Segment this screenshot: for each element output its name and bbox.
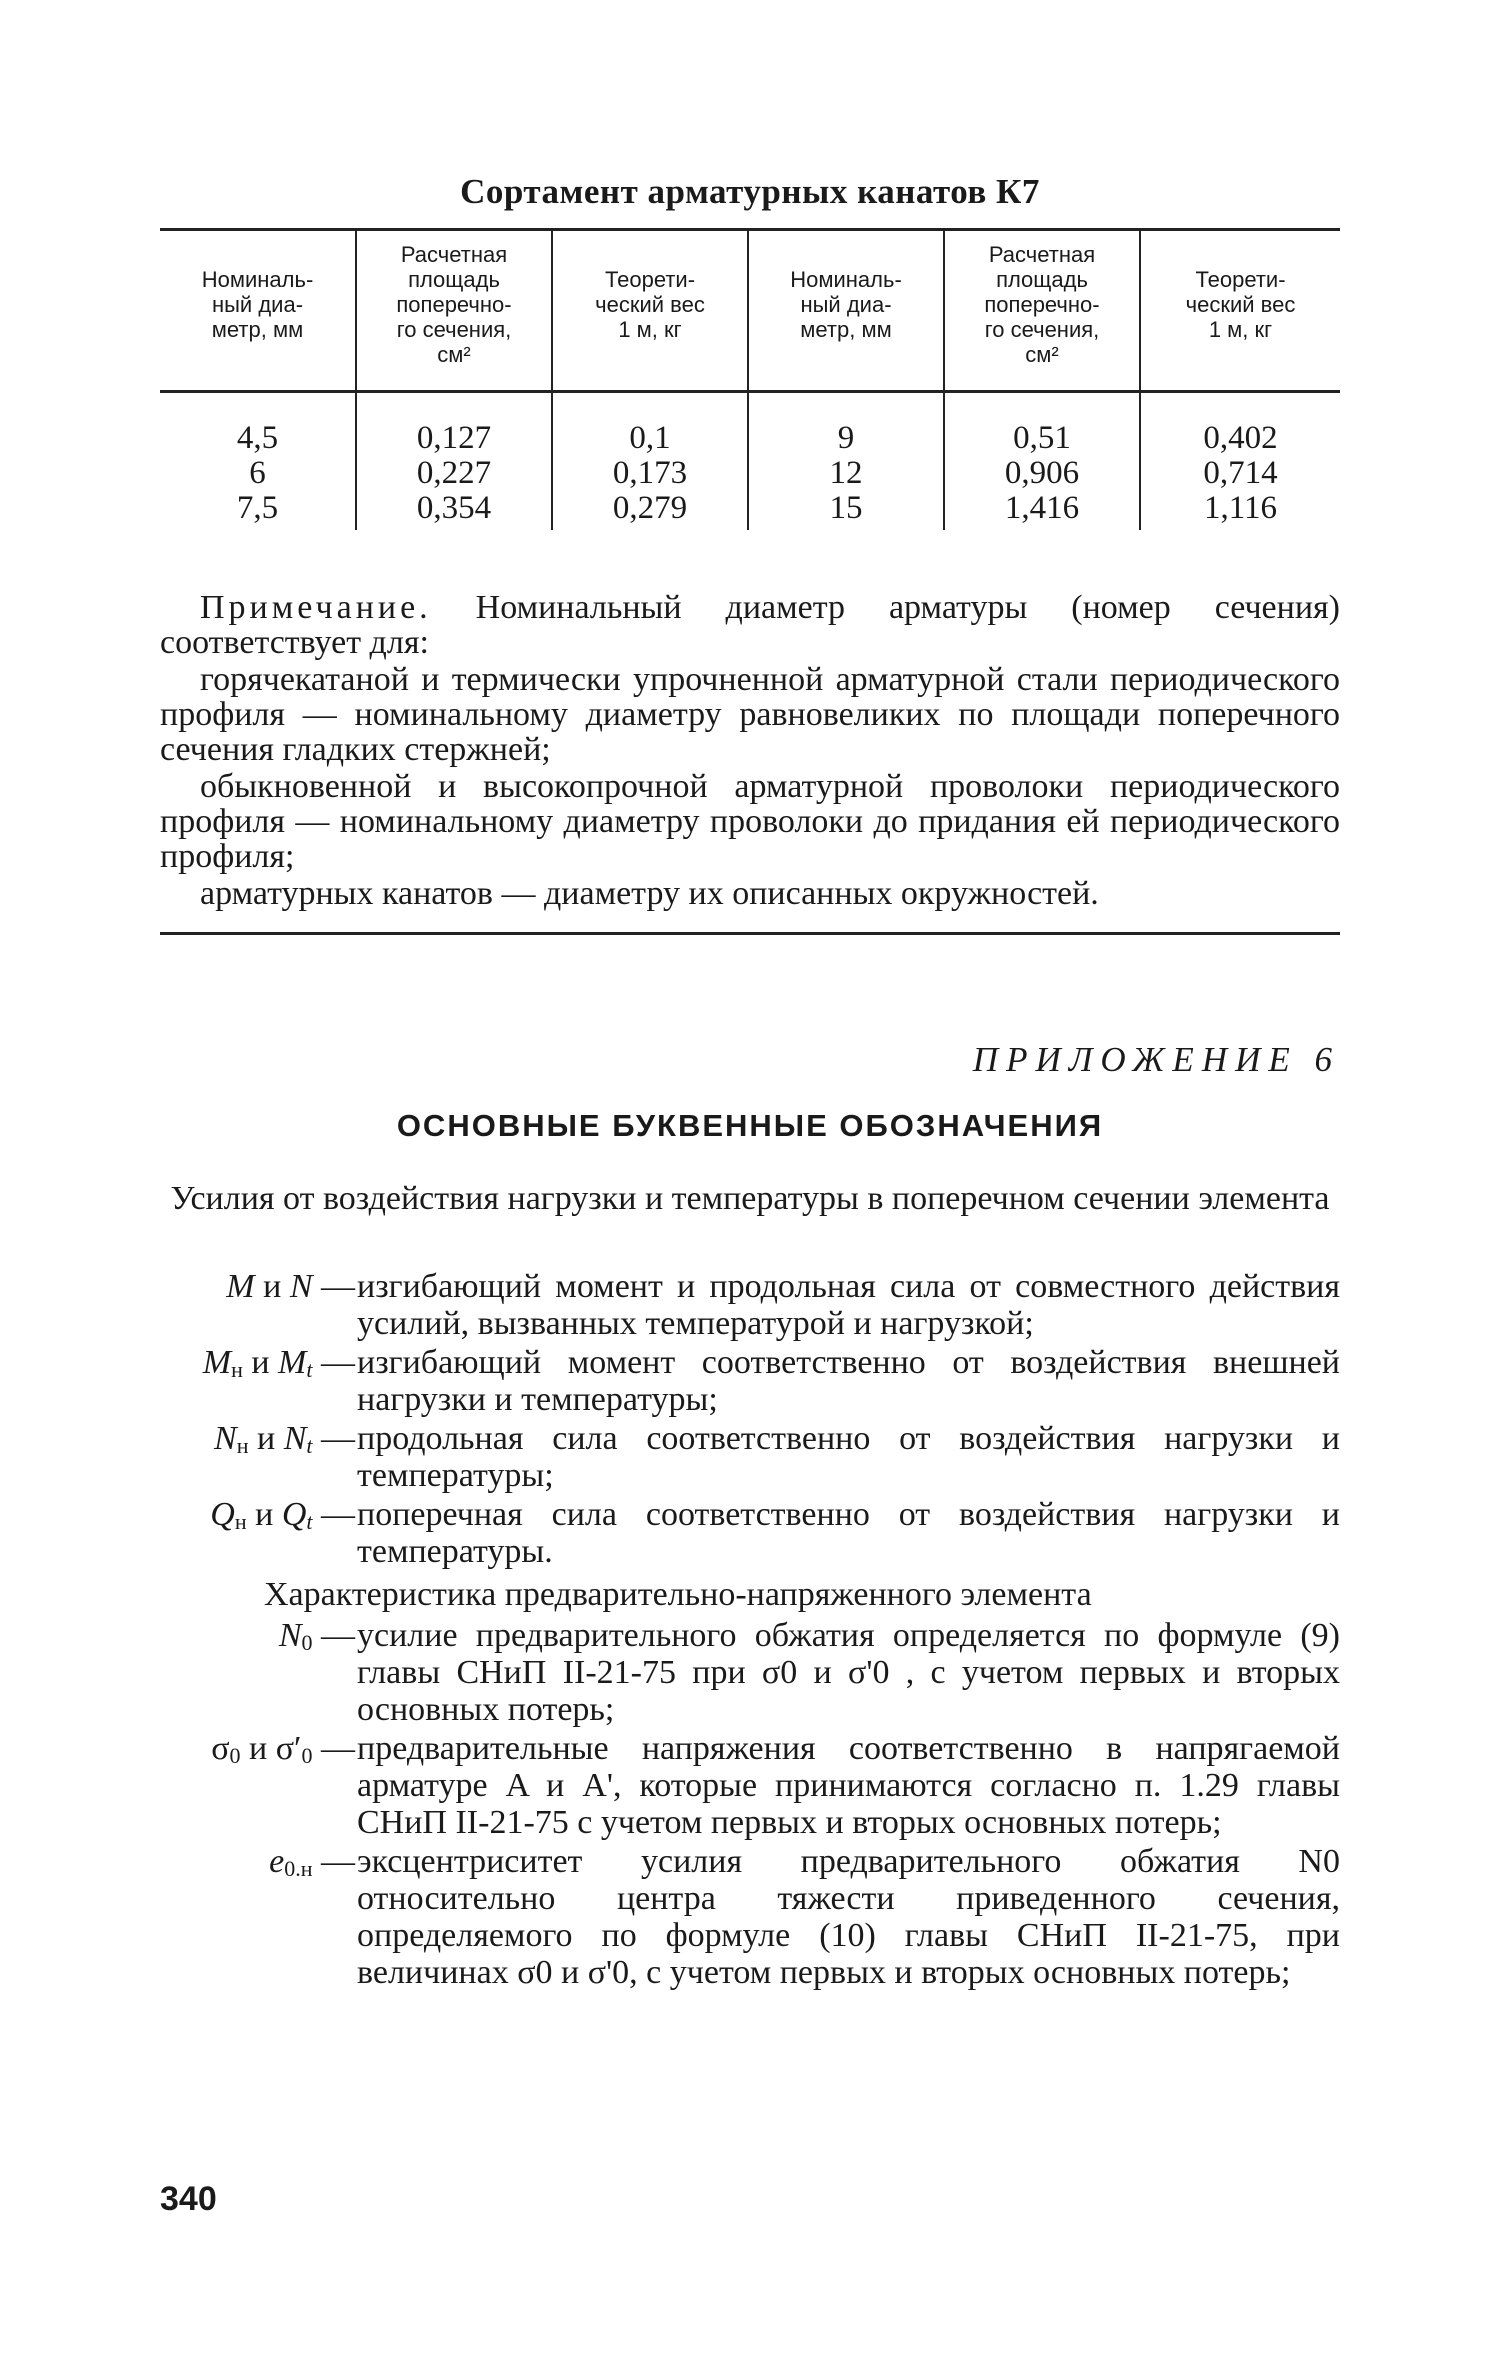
table-cell: 0,173 bbox=[552, 456, 748, 491]
definition-text: поперечная сила соответственно от воздействия нагрузки и температуры. bbox=[357, 1496, 1340, 1570]
table-cell: 0,906 bbox=[944, 456, 1140, 491]
table-cell: 0,227 bbox=[356, 456, 552, 491]
appendix-title: ОСНОВНЫЕ БУКВЕННЫЕ ОБОЗНАЧЕНИЯ bbox=[396, 1108, 1104, 1143]
definition-item bbox=[160, 1420, 1340, 1494]
column-header: Теорети- ческий вес 1 м, кг bbox=[1140, 230, 1340, 392]
table-note bbox=[160, 590, 1340, 913]
table-cell: 1,416 bbox=[944, 491, 1140, 530]
definition-item bbox=[160, 1730, 1340, 1841]
column-header: Номиналь- ный диа- метр, мм bbox=[748, 230, 944, 392]
section-heading: Характеристика предварительно-напряженного элемента bbox=[264, 1576, 1092, 1613]
table-cell: 4,5 bbox=[236, 420, 279, 456]
table-cell: 6 bbox=[249, 455, 266, 491]
definition-text: продольная сила соответственно от воздействия нагрузки и температуры; bbox=[357, 1420, 1340, 1494]
definition-item bbox=[160, 1617, 1340, 1728]
definition-symbol: $e_{0.н}$ — bbox=[269, 1843, 355, 1881]
definition-item bbox=[160, 1344, 1340, 1418]
page-number: 340 bbox=[160, 2180, 217, 2218]
column-header: Номиналь- ный диа- метр, мм bbox=[160, 230, 356, 392]
definition-text: изгибающий момент и продольная сила от совместного действия усилий, вызванных температурой и нагрузкой; bbox=[357, 1268, 1340, 1342]
table-cell: 7,5 bbox=[236, 490, 279, 526]
definition-symbol: $Q_н$ и $Q_t$ — bbox=[210, 1496, 355, 1534]
definition-symbol: M и N — bbox=[226, 1268, 355, 1305]
table-header-row bbox=[160, 230, 1340, 392]
table-cell: 12 bbox=[748, 456, 944, 491]
definition-symbol: $N_0$ — bbox=[278, 1617, 355, 1655]
table-cell: 0,402 bbox=[1140, 392, 1340, 457]
table-cell: 9 bbox=[748, 392, 944, 457]
note-paragraph: арматурных канатов — диаметру их описанных окружностей. bbox=[200, 875, 1099, 912]
table-cell: 0,354 bbox=[356, 491, 552, 530]
definition-item bbox=[160, 1496, 1340, 1570]
table-row bbox=[160, 456, 1340, 491]
table-cell: 0,714 bbox=[1140, 456, 1340, 491]
column-header: Расчетная площадь поперечно- го сечения, см² bbox=[356, 230, 552, 392]
note-paragraph: обыкновенной и высокопрочной арматурной проволоки периодического профиля — номинальному диаметру проволоки до придания ей периодического профиля; bbox=[160, 768, 1340, 875]
table-row bbox=[160, 392, 1340, 457]
column-header: Теорети- ческий вес 1 м, кг bbox=[552, 230, 748, 392]
table-cell: 0,1 bbox=[552, 392, 748, 457]
definition-text: эксцентриситет усилия предварительного обжатия N0 относительно центра тяжести приведенного сечения, определяемого по формуле (10) главы СНиП II-21-75, при величинах σ0 и σ'0, с учетом первых и вторых основных потерь; bbox=[357, 1843, 1340, 1991]
table-cell: 15 bbox=[748, 491, 944, 530]
note-paragraph: Примечание. Номинальный диаметр арматуры (номер сечения) соответствует для: bbox=[160, 589, 1340, 661]
table-cell: 0,51 bbox=[944, 392, 1140, 457]
definition-symbol: $\sigma_0$ и $\sigma'_0$ — bbox=[211, 1730, 355, 1768]
column-header: Расчетная площадь поперечно- го сечения, см² bbox=[944, 230, 1140, 392]
section-divider bbox=[160, 932, 1340, 935]
table-row bbox=[160, 491, 1340, 530]
definition-symbol: $M_н$ и $M_t$ — bbox=[202, 1344, 355, 1382]
definition-text: предварительные напряжения соответственно в напрягаемой арматуре A и A', которые принимаются согласно п. 1.29 главы СНиП II-21-75 с учетом первых и вторых основных потерь; bbox=[357, 1730, 1340, 1841]
definitions-list bbox=[160, 1268, 1340, 1993]
definition-item bbox=[160, 1268, 1340, 1342]
definition-text: изгибающий момент соответственно от воздействия внешней нагрузки и температуры; bbox=[357, 1344, 1340, 1418]
table-cell: 1,116 bbox=[1140, 491, 1340, 530]
definition-text: усилие предварительного обжатия определяется по формуле (9) главы СНиП II-21-75 при σ0 и σ'0 , с учетом первых и вторых основных потерь; bbox=[357, 1617, 1340, 1728]
table-cell: 0,279 bbox=[552, 491, 748, 530]
table-cell: 0,127 bbox=[356, 392, 552, 457]
definition-symbol: $N_н$ и $N_t$ — bbox=[214, 1420, 355, 1458]
appendix-label: ПРИЛОЖЕНИЕ 6 bbox=[972, 1040, 1340, 1079]
rebar-cable-table bbox=[160, 228, 1340, 530]
definition-item bbox=[160, 1843, 1340, 1991]
note-label: Примечание. bbox=[200, 589, 432, 626]
note-paragraph: горячекатаной и термически упрочненной арматурной стали периодического профиля — номинальному диаметру равновеликих по площади поперечного сечения гладких стержней; bbox=[160, 661, 1340, 768]
table-title: Сортамент арматурных канатов К7 bbox=[460, 172, 1040, 211]
section-heading: Усилия от воздействия нагрузки и температуры в поперечном сечении элемента bbox=[170, 1180, 1330, 1217]
